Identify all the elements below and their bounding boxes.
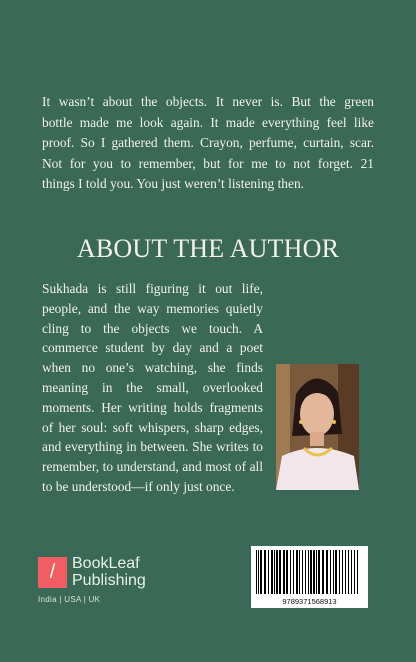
blurb-line: bottle made me look again. It made everything feel like — [42, 114, 374, 130]
barcode-bars — [255, 550, 364, 594]
blurb-line: It wasn’t about the objects. It never is. But the green — [42, 94, 374, 109]
publisher-name-line2: Publishing — [72, 572, 146, 589]
author-bio: Sukhada is still figuring it out life, people, and the way memories quietly cling to the objects we touch. A commerce student by day and a poet when no one’s watching, she finds meaning in the small, overlooked moments. Her writing holds fragments of her soul: soft whispers, sharp edges, and everything in between. She writes to remember, to understand, and most of all to be understood—if only just once. — [42, 281, 263, 494]
publisher-regions: India | USA | UK — [38, 595, 101, 604]
author-photo — [276, 364, 359, 490]
publisher-logo — [38, 557, 158, 607]
blurb-line: things I told you. You just weren’t listening then. — [42, 176, 304, 191]
publisher-name-line1: BookLeaf — [72, 555, 140, 572]
isbn-number: 9789371568913 — [282, 597, 337, 606]
isbn-barcode — [251, 546, 368, 608]
blurb-line: proof. So I gathered them. Crayon, perfume, curtain, scar. — [42, 135, 374, 150]
publisher-logo-mark: / — [38, 557, 67, 588]
about-the-author-heading: ABOUT THE AUTHOR — [76, 234, 340, 263]
publisher-name — [72, 555, 146, 589]
back-cover-blurb — [42, 92, 374, 195]
blurb-line: Not for you to remember, but for me to not forget. 21 — [42, 155, 374, 171]
